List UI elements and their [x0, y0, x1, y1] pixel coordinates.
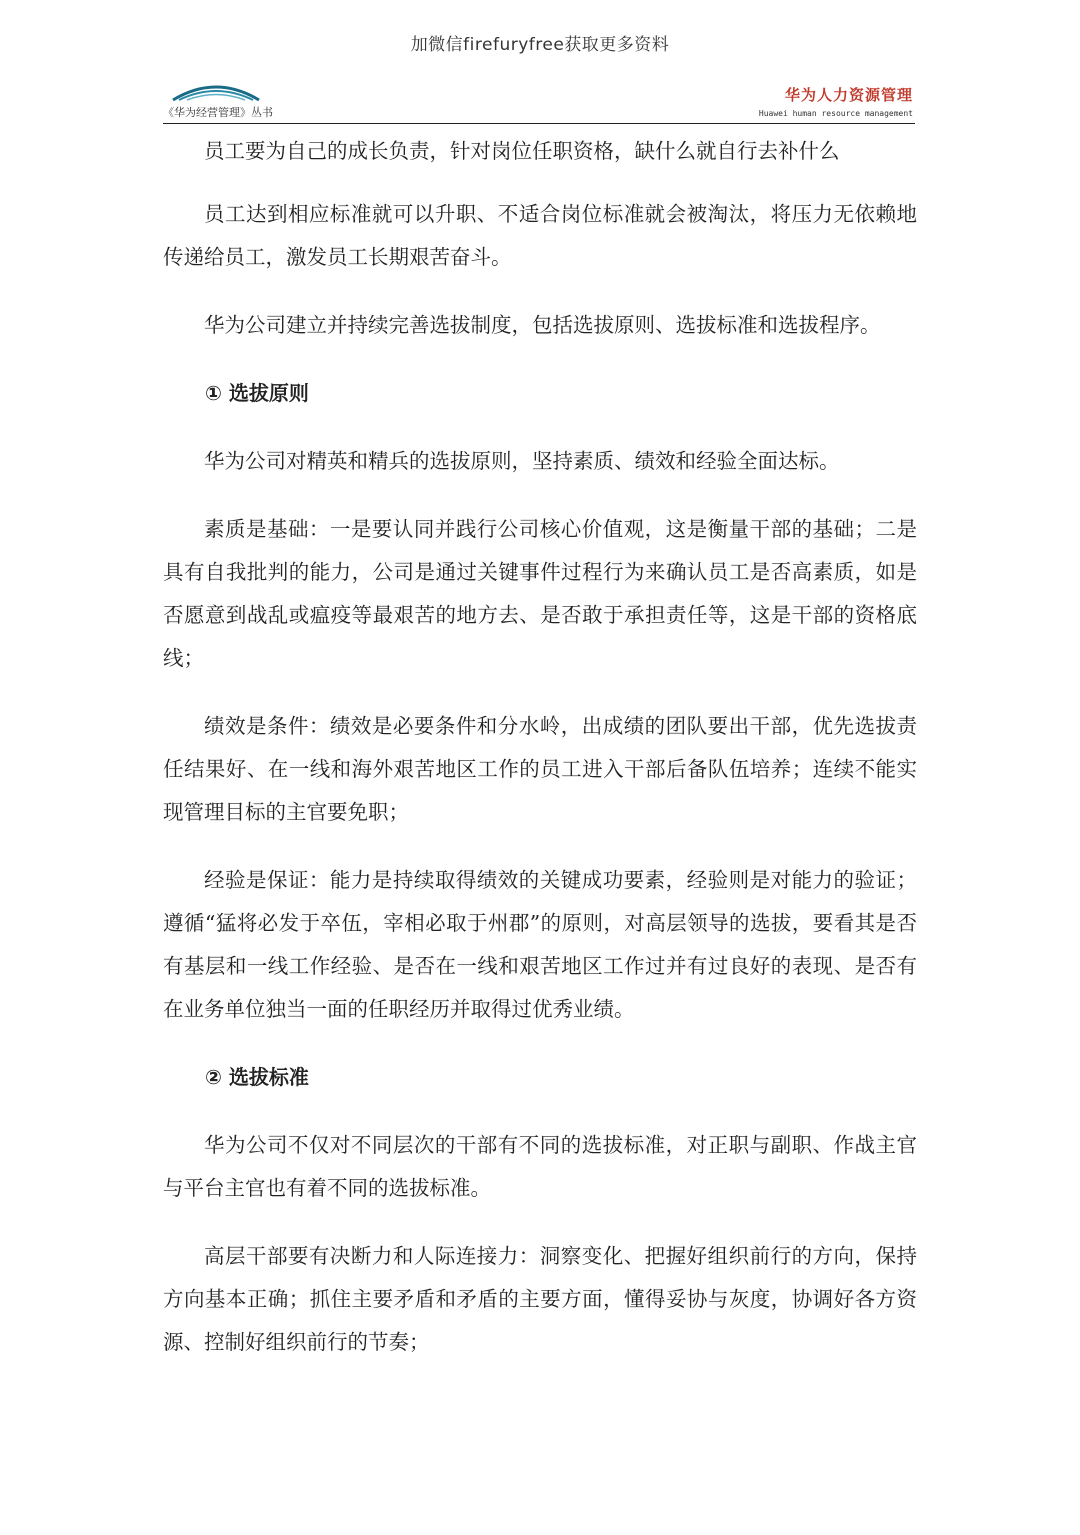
paragraph: 华为公司不仅对不同层次的干部有不同的选拔标准，对正职与副职、作战主官与平台主官也有着不同的选拔标准。 [163, 1133, 917, 1200]
mountain-logo-icon [171, 80, 261, 102]
paragraph: 绩效是条件：绩效是必要条件和分水岭，出成绩的团队要出干部，优先选拔责任结果好、在一线和海外艰苦地区工作的员工进入干部后备队伍培养；连续不能实现管理目标的主官要免职； [163, 714, 917, 824]
paragraph: 经验是保证：能力是持续取得绩效的关键成功要素，经验则是对能力的验证；遵循“猛将必发于卒伍，宰相必取于州郡”的原则，对高层领导的选拔，要看其是否有基层和一线工作经验、是否在一线和艰苦地区工作过并有过良好的表现、是否有在业务单位独当一面的任职经历并取得过优秀业绩。 [163, 868, 917, 1021]
page-body [163, 130, 917, 1389]
paragraph: 员工要为自己的成长负责，针对岗位任职资格，缺什么就自行去补什么 [204, 139, 840, 163]
watermark-text: 加微信firefuryfree获取更多资料 [410, 35, 670, 55]
paragraph: 员工达到相应标准就可以升职、不适合岗位标准就会被淘汰，将压力无依赖地传递给员工，激发员工长期艰苦奋斗。 [163, 202, 917, 269]
series-title: 《华为经营管理》丛书 [163, 106, 273, 119]
header-divider [163, 123, 915, 124]
brand-block [759, 84, 913, 118]
section-heading: ① 选拔原则 [205, 381, 309, 405]
page-header [163, 76, 915, 124]
brand-title: 华为人力资源管理 [784, 86, 913, 104]
brand-subtitle: Huawei human resource management [758, 109, 913, 118]
paragraph: 高层干部要有决断力和人际连接力：洞察变化、把握好组织前行的方向，保持方向基本正确；抓住主要矛盾和矛盾的主要方面，懂得妥协与灰度，协调好各方资源、控制好组织前行的节奏； [163, 1244, 917, 1354]
paragraph: 华为公司建立并持续完善选拔制度，包括选拔原则、选拔标准和选拔程序。 [204, 313, 881, 337]
section-heading: ② 选拔标准 [205, 1065, 309, 1089]
paragraph: 素质是基础：一是要认同并践行公司核心价值观，这是衡量干部的基础；二是具有自我批判的能力，公司是通过关键事件过程行为来确认员工是否高素质，如是否愿意到战乱或瘟疫等最艰苦的地方去、是否敢于承担责任等，这是干部的资格底线； [163, 517, 917, 670]
paragraph: 华为公司对精英和精兵的选拔原则，坚持素质、绩效和经验全面达标。 [204, 449, 840, 473]
